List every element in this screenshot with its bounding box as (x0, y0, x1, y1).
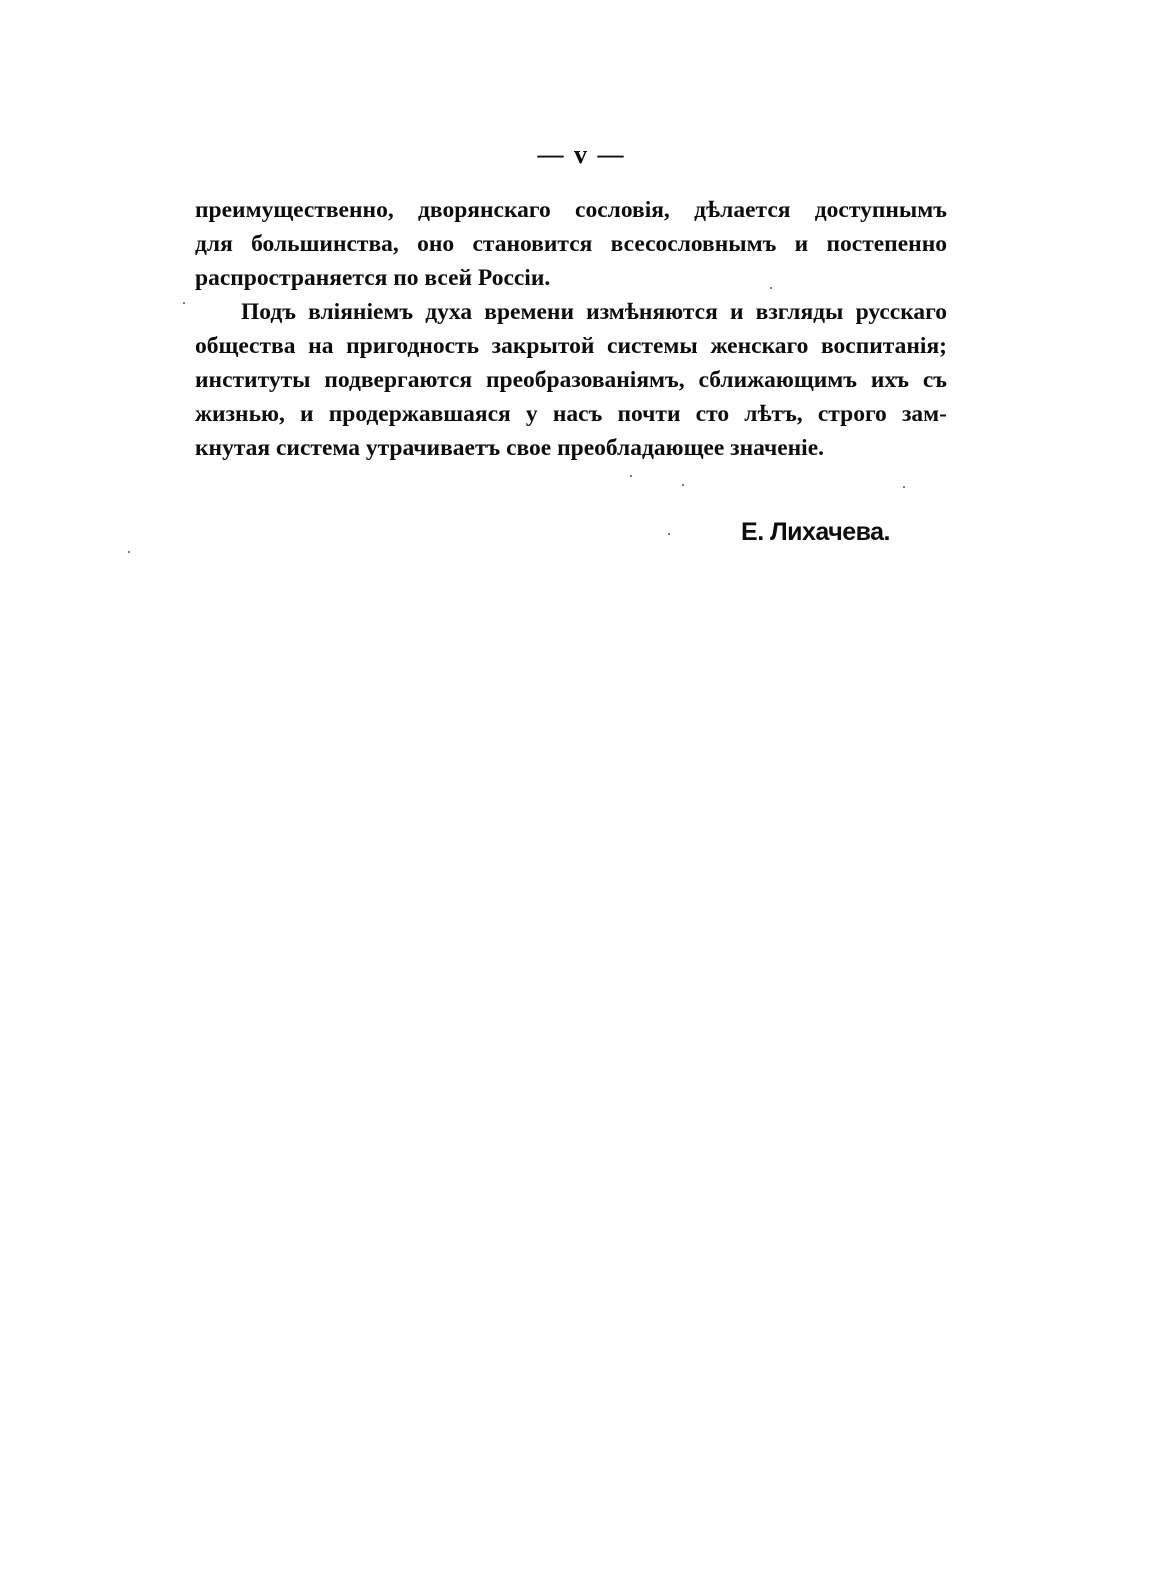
page-number: — ᴠ — (537, 140, 626, 169)
scan-speck (183, 302, 185, 304)
scan-speck (770, 287, 772, 289)
scan-speck (630, 475, 632, 477)
author-signature: Е. Лихачева. (741, 518, 890, 546)
text-line: Подъ вліяніемъ духа времени измѣняются и взгляды русскаго (241, 299, 947, 325)
scan-speck (668, 533, 670, 535)
text-line: кнутая система утрачиваетъ свое преобладающее значеніе. (195, 435, 825, 461)
text-line: институты подвергаются преобразованіямъ, сближающимъ ихъ съ (195, 367, 947, 393)
text-line: жизнью, и продержавшаяся у насъ почти сто лѣтъ, строго зам- (195, 401, 947, 427)
text-line: распространяется по всей Россіи. (195, 265, 551, 291)
scan-speck (682, 484, 684, 486)
text-line: преимущественно, дворянскаго сословія, дѣлается доступнымъ (195, 197, 947, 223)
text-line: для большинства, оно становится всесословнымъ и постепенно (195, 231, 947, 257)
scan-speck (128, 551, 130, 553)
body-text (195, 193, 947, 465)
text-line: общества на пригодность закрытой системы женскаго воспитанія; (195, 333, 947, 359)
scan-speck (903, 486, 905, 488)
